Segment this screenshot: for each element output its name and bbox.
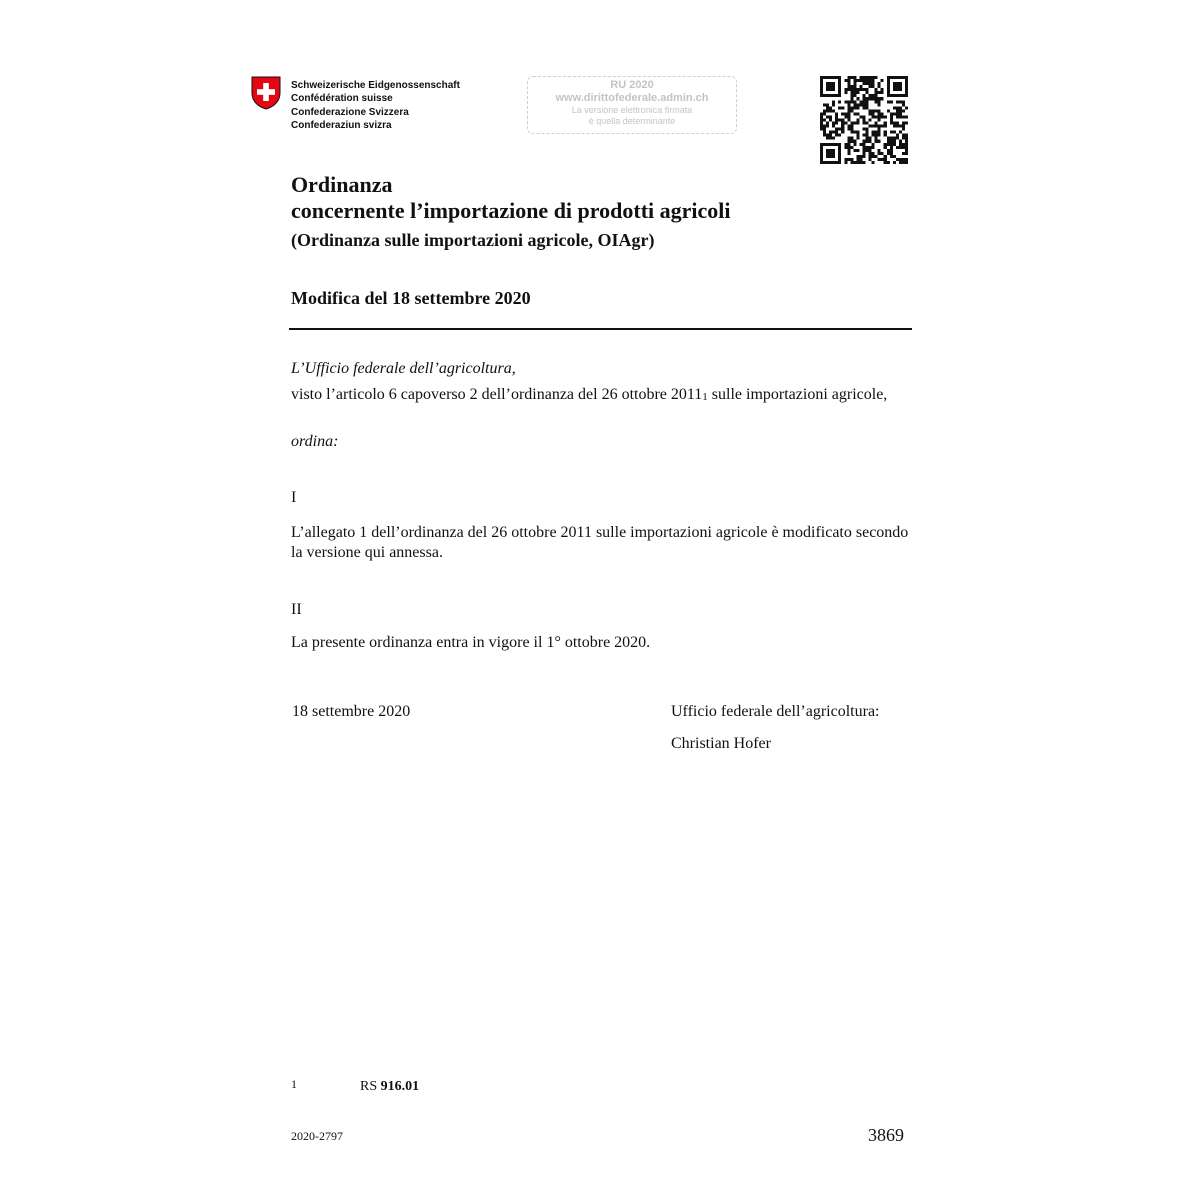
- document-id: 2020-2797: [291, 1129, 343, 1143]
- document-title: concernente l’importazione di prodotti agricoli: [291, 198, 731, 223]
- issuing-authority: L’Ufficio federale dell’agricoltura,: [291, 360, 516, 377]
- signatory-name: Christian Hofer: [671, 735, 771, 752]
- page-number: 3869: [868, 1125, 904, 1145]
- legal-basis-text: visto l’articolo 6 capoverso 2 dell’ordinanza del 26 ottobre 2011: [291, 386, 703, 403]
- stamp-note-1: La versione elettronica firmata: [571, 105, 693, 115]
- federation-name-it: Confederazione Svizzera: [291, 106, 409, 118]
- legal-basis: [291, 385, 911, 405]
- title-divider: [289, 328, 912, 330]
- amendment-date: Modifica del 18 settembre 2020: [291, 288, 531, 308]
- section-text: L’allegato 1 dell’ordinanza del 26 ottobre 2011 sulle importazioni agricole è modificato secondo la versione qui annessa.: [291, 524, 909, 561]
- legal-basis-text-end: sulle importazioni agricole,: [707, 386, 888, 403]
- section-numeral: II: [291, 601, 302, 618]
- stamp-collection: RU 2020: [610, 79, 654, 91]
- footnote-text: [360, 1078, 419, 1096]
- stamp-url: www.dirittofederale.admin.ch: [555, 92, 709, 104]
- footnote-reference[interactable]: 916.01: [380, 1079, 420, 1094]
- footnote-number: 1: [291, 1077, 297, 1091]
- document-short-title: (Ordinanza sulle importazioni agricole, OIAgr): [291, 230, 655, 250]
- federation-names: [291, 79, 460, 132]
- section-text: La presente ordinanza entra in vigore il 1° ottobre 2020.: [291, 634, 651, 651]
- swiss-coat-of-arms-icon: [251, 76, 281, 110]
- document-type: Ordinanza: [291, 172, 393, 197]
- qr-code-icon: [820, 76, 908, 164]
- signature-date: 18 settembre 2020: [292, 703, 411, 720]
- footnote-prefix: RS: [360, 1079, 381, 1094]
- section-numeral: I: [291, 489, 297, 506]
- federation-name-de: Schweizerische Eidgenossenschaft: [291, 80, 460, 91]
- stamp-note-2: è quella determinante: [588, 116, 676, 126]
- signature-office: Ufficio federale dell’agricoltura:: [671, 703, 880, 720]
- federation-name-rm: Confederaziun svizra: [291, 119, 392, 131]
- publication-stamp: [527, 76, 737, 134]
- federation-name-fr: Confédération suisse: [291, 93, 393, 105]
- footnote-ref[interactable]: 1: [702, 391, 708, 403]
- decrees-label: ordina:: [291, 433, 339, 450]
